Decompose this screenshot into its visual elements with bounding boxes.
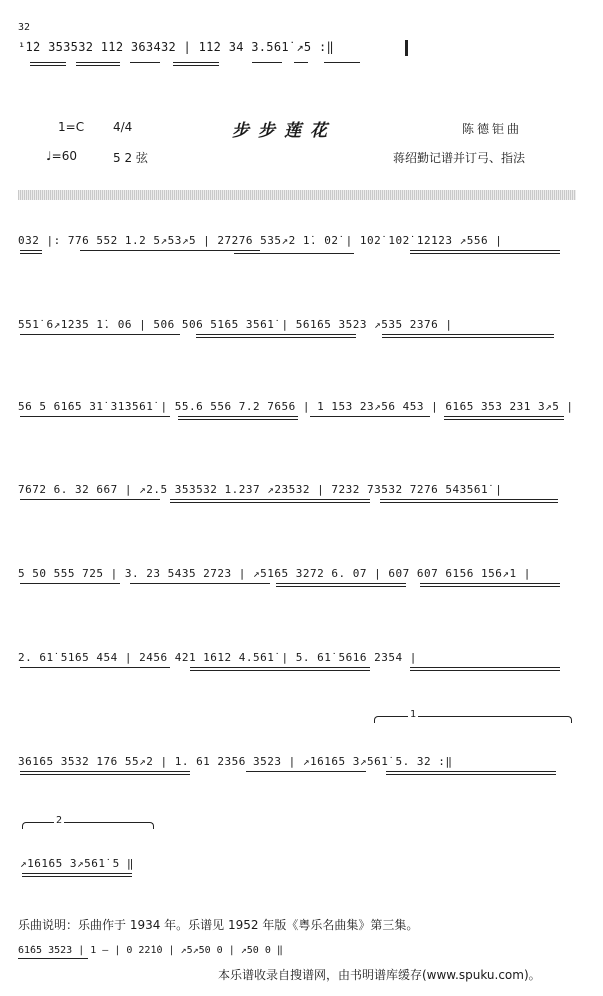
ending-1-label: 1 (410, 709, 417, 720)
key-signature: 1=C (58, 120, 85, 134)
tempo: ♩=60 (46, 149, 77, 163)
page-title: 步步莲花 (232, 121, 336, 141)
score-line-6: 2. 61̇ 51̇65 454 | 2456 421 1612 4.561̇ | 5. 61̇ 5616 2354 | (18, 651, 417, 664)
ending-1-bracket (374, 716, 572, 723)
top-fragment-line: ¹̇1̇2 353532 1̇1̇2 363432 | 1̇1̇2 34 3.561̇ ↗5 :‖ (18, 40, 335, 54)
arranger: 蒋绍勤记谱并订弓、指法 (393, 151, 526, 165)
score-line-3: 56 5 61̇65 31̇ 31̇3561̇ | 55.6 556 7.2 7656 | 1 153 23↗56 453 | 61̇65 353 231 3↗5 | (18, 400, 574, 413)
string-tuning: 5 2 弦 (113, 151, 148, 165)
footer-fragment: 61̇65 3523 | 1 – | 0 22̇1̇0 | ↗5↗50 0 | ↗50 0 ‖ (18, 945, 283, 956)
score-line-1: 032 |: 776 552 1.2 5↗53↗5 | 27276 535↗2 1̇. 02̇ | 102̇ 102̇ 1̇2̇1̇23 ↗556 | (18, 234, 503, 247)
score-line-2: 551̇ 6↗1̇2̇35 1̇. 06 | 506 506 51̇65 3561̇ | 561̇65 3523 ↗535 2376 | (18, 318, 453, 331)
header-separator (18, 190, 576, 200)
score-line-4: 7672 6. 32 667 | ↗2.5 353532 1.237 ↗23532 | 7232 73532 7276 543561̇ | (18, 483, 503, 496)
grace-note-top: 32 (18, 22, 31, 33)
composer: 陈德钜曲 (462, 122, 523, 136)
ending-2-bracket (22, 822, 154, 829)
score-line-5: 5 50 555 725 | 3. 23 5435 2723 | ↗51̇65 3272 6. 07 | 607 607 6156 156↗1 | (18, 567, 531, 580)
ending-2-label: 2 (56, 815, 63, 826)
source-credit: 本乐谱收录自搜谱网，由书明谱库缓存(www.spuku.com)。 (218, 968, 541, 982)
time-signature: 4/4 (113, 120, 133, 134)
ending-2-line: ↗161̇65 3↗561̇ 5 ‖ (20, 857, 134, 870)
piece-explanation: 乐曲说明：乐曲作于 1934 年。乐谱见 1952 年版《粤乐名曲集》第三集。 (18, 918, 419, 932)
score-line-7: 361̇65 3532 176 55↗2 | 1. 61 2356 3523 | ↗161̇65 3↗561̇ 5. 32 :‖ (18, 755, 453, 768)
